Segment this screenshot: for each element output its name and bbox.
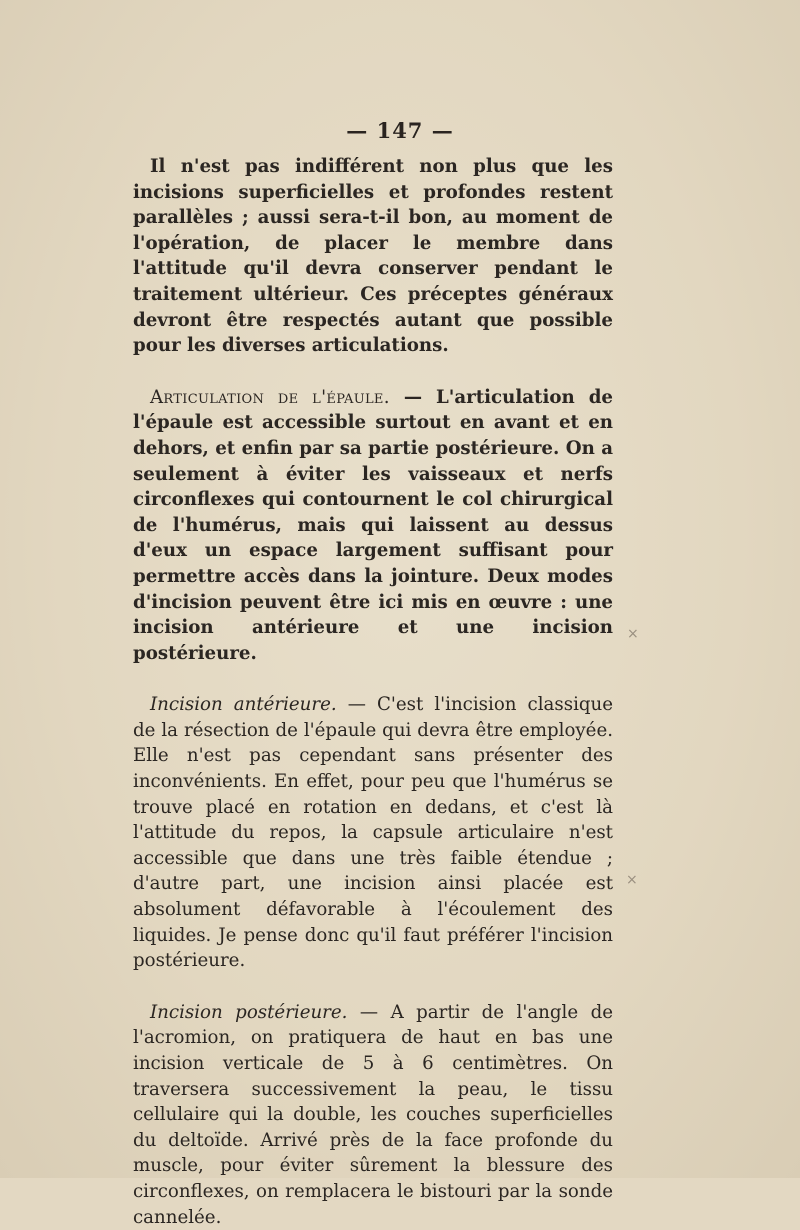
paragraph-2-text: L'articulation de l'épaule est accessible surtout en avant et en dehors, et enfin par sa partie postérieure. On a seulement à éviter les vaisseaux et nerfs circonflexes qui contournent le col chirurgical de l'humérus, mais qui laissent au dessus d'eux un espace largement suffisant pour permettre accès dans la jointure. Deux modes d'incision peuvent être ici mis en œuvre : une incision antérieure et une incision postérieure.: [133, 386, 613, 664]
paragraph-2: [133, 385, 613, 667]
dash: —: [389, 386, 437, 408]
body-text: [133, 154, 613, 1230]
paragraph-1: Il n'est pas indifférent non plus que les incisions superficielles et profondes restent parallèles ; aussi sera-t-il bon, au moment de l'opération, de placer le membre dans l'attitude qu'il devra conserver pendant le traitement ultérieur. Ces préceptes généraux devront être respectés autant que possible pour les diverses articulations.: [133, 156, 613, 357]
paragraph-4-text: A partir de l'angle de l'acromion, on pratiquera de haut en bas une incision verticale de 5 à 6 centimètres. On traversera successivement la peau, le tissu cellulaire qui la double, les couches superficielles du deltoïde. Arrivé près de la face profonde du muscle, pour éviter sûrement la blessure des circonflexes, on remplacera le bistouri par la sonde cannelée.: [133, 1001, 613, 1228]
section-heading-posterior: Incision postérieure.: [150, 1001, 348, 1023]
paragraph-4: [133, 1000, 613, 1230]
dash: —: [336, 694, 377, 716]
margin-mark: ×: [627, 626, 639, 642]
paragraph-3: [133, 692, 613, 974]
section-heading-shoulder: Articulation de l'épaule.: [150, 386, 390, 408]
page-number: — 147 —: [346, 118, 454, 143]
section-heading-anterior: Incision antérieure.: [150, 694, 337, 716]
dash: —: [347, 1001, 391, 1023]
paragraph-3-text: C'est l'incision classique de la résection de l'épaule qui devra être employée. Elle n'est pas cependant sans présenter des inconvénients. En effet, pour peu que l'humérus se trouve placé en rotation en dedans, et c'est là l'attitude du repos, la capsule articulaire n'est accessible que dans une très faible étendue ; d'autre part, une incision ainsi placée est absolument défavorable à l'écoulement des liquides. Je pense donc qu'il faut préférer l'incision postérieure.: [133, 694, 613, 972]
margin-mark: ×: [626, 872, 638, 888]
